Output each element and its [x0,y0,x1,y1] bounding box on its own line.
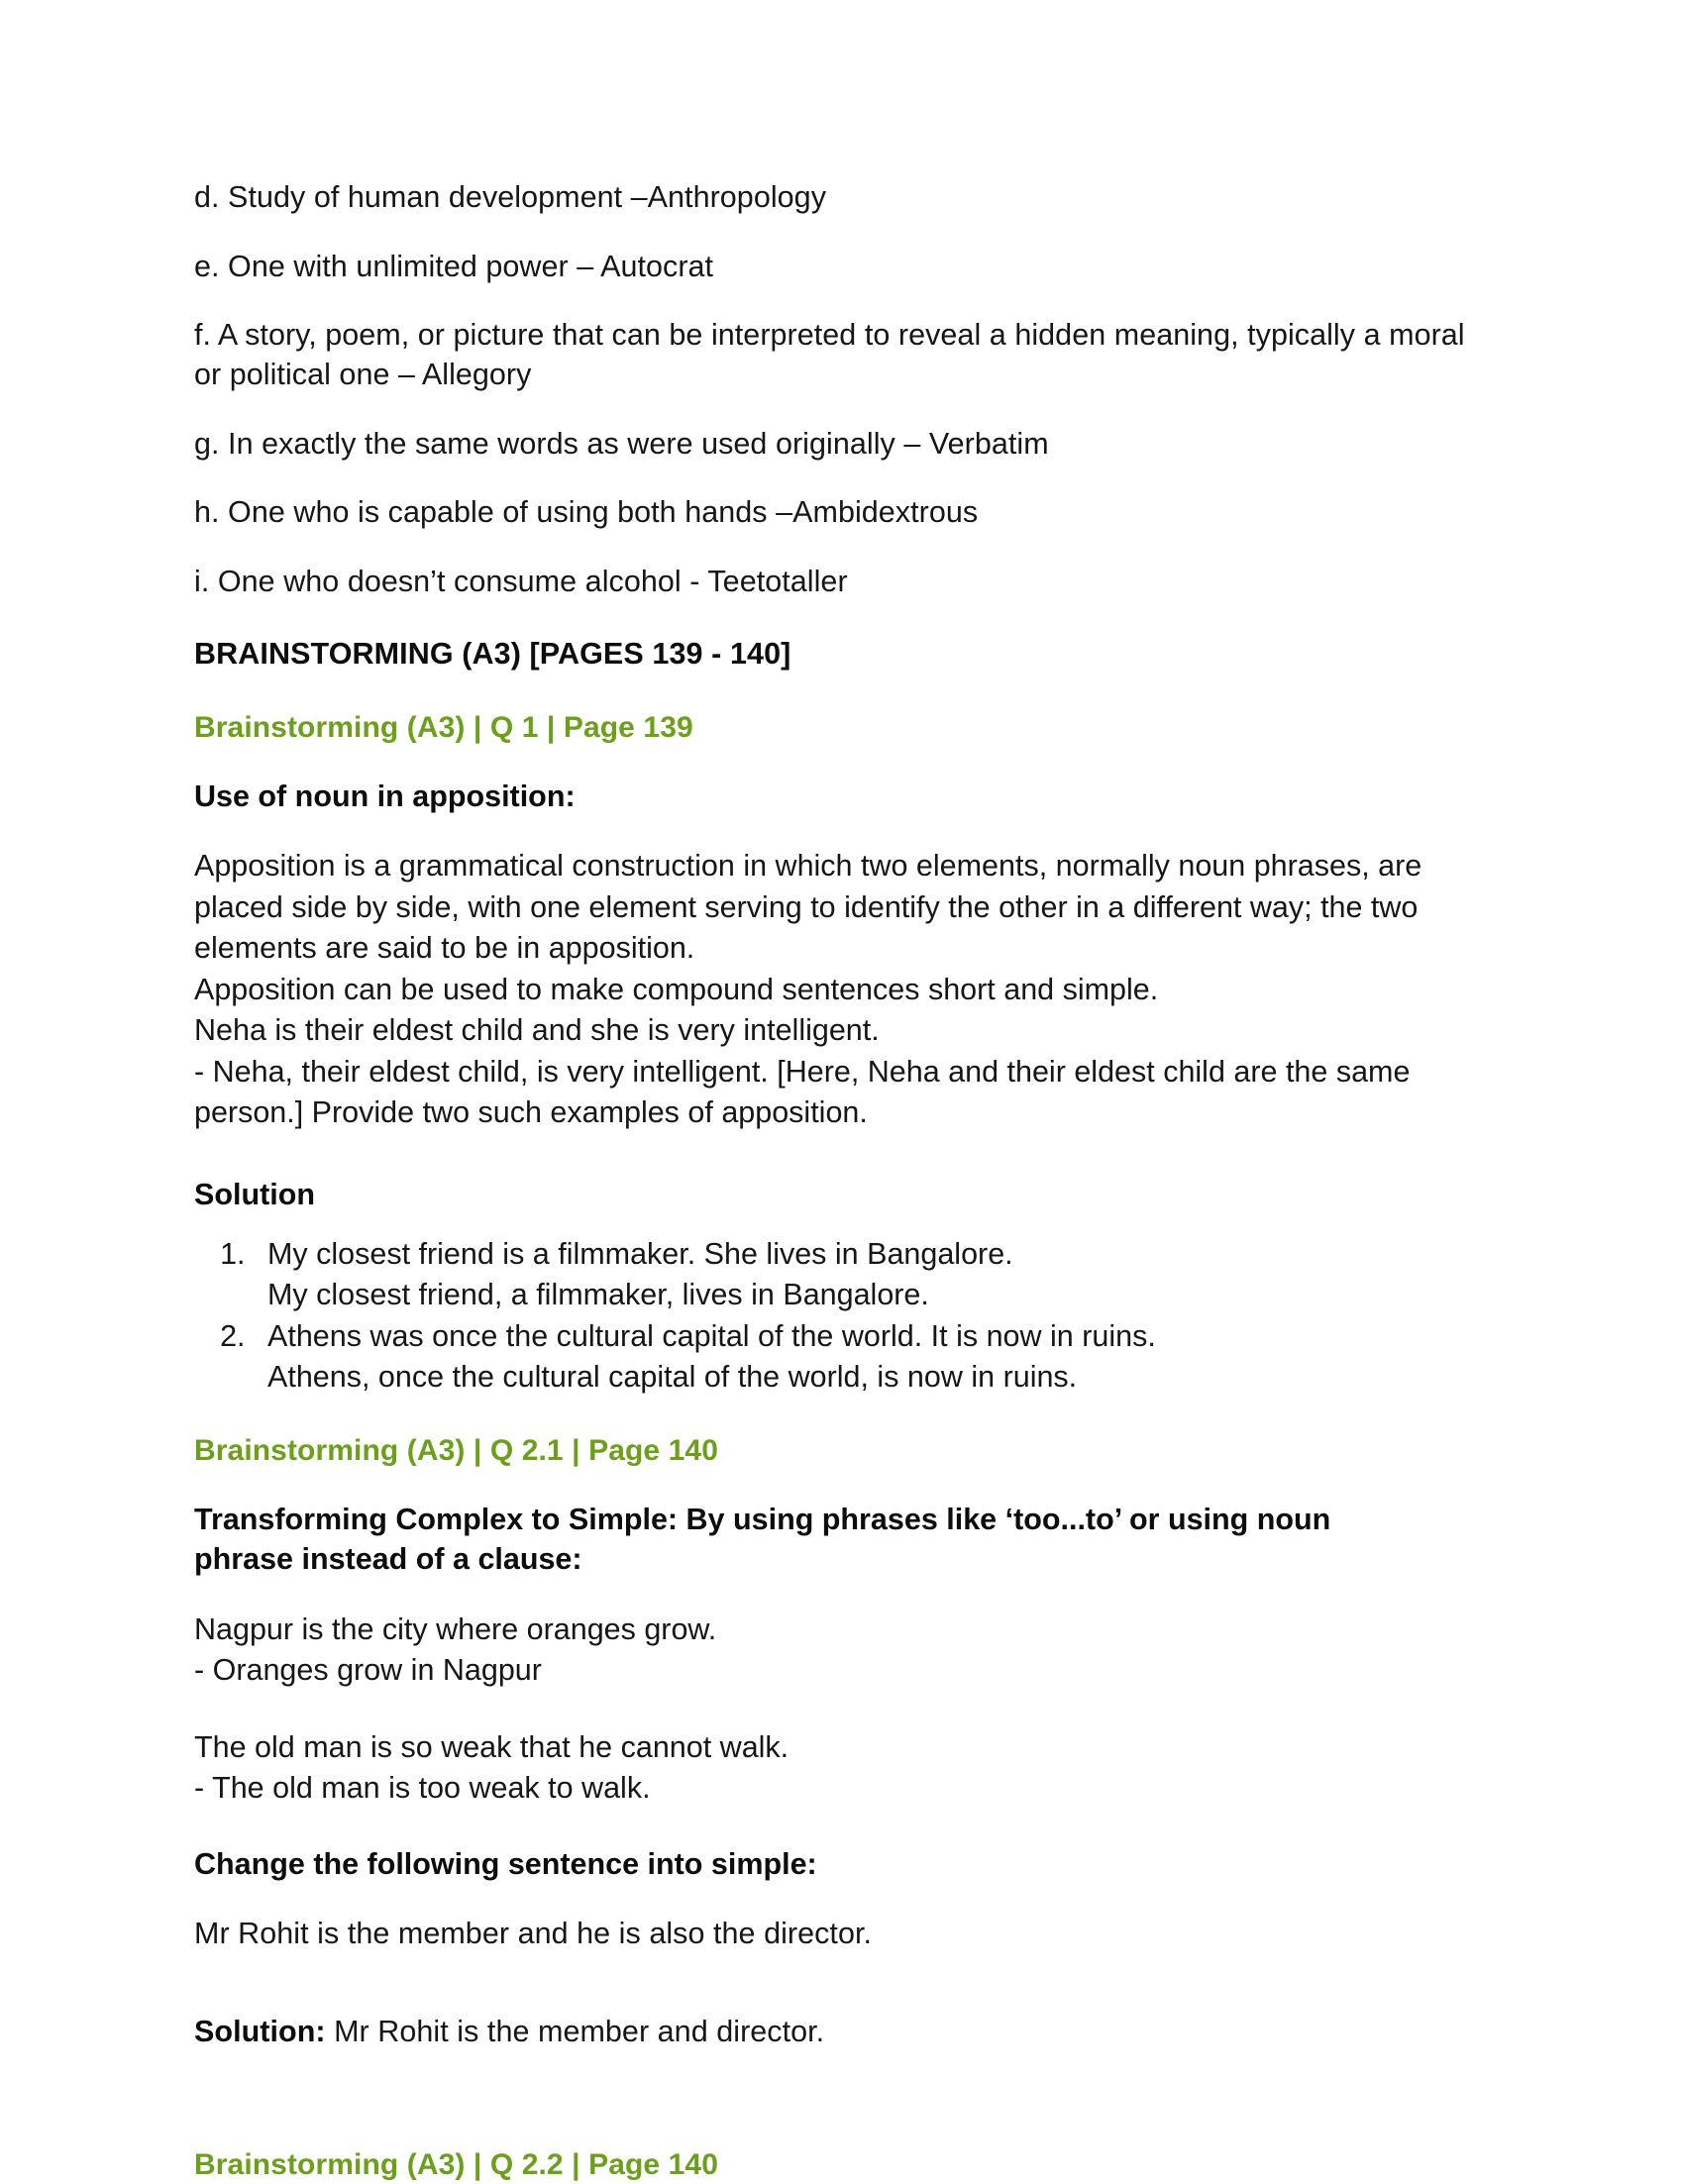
question-heading-q2-1[interactable]: Brainstorming (A3) | Q 2.1 | Page 140 [194,1434,718,1468]
vocab-item-d: d. Study of human development –Anthropology [194,180,826,214]
q1-body-line-3: Neha is their eldest child and she is very intelligent. [194,1013,880,1048]
q1-body-line-1: Apposition is a grammatical construction in which two elements, normally noun phrases, are placed side by side, with one element serving to identify the other in a different way; the two elements are said to be in apposition. [194,849,1430,966]
q2-1-example-2-original: The old man is so weak that he cannot walk. [194,1729,789,1764]
q2-1-task-sentence: Mr Rohit is the member and he is also the director. [194,1916,873,1950]
list-item [254,1234,1472,1315]
document-content [194,178,1472,2184]
q2-1-example-2 [194,1727,1472,1810]
subheading-noun-apposition: Use of noun in apposition: [194,780,576,814]
vocab-item-e: e. One with unlimited power – Autocrat [194,249,714,283]
q1-solution-2-original: 2. Athens was once the cultural capital of the world. It is now in ruins. [267,1319,1156,1354]
subheading-transforming-complex-to-simple: Transforming Complex to Simple: By using phrases like ‘too...to’ or using noun phrase instead of a clause: [194,1503,1331,1577]
q2-1-example-1-transformed: - Oranges grow in Nagpur [194,1653,542,1688]
q2-1-example-1 [194,1610,1472,1692]
section-heading: BRAINSTORMING (A3) [PAGES 139 - 140] [194,637,791,672]
q1-solution-list [194,1234,1472,1398]
list-item [254,1316,1472,1398]
vocab-item-f: f. A story, poem, or picture that can be interpreted to reveal a hidden meaning, typically a moral or political one – Allegory [194,318,1465,391]
q1-body [194,846,1472,1133]
vocab-item-i: i. One who doesn’t consume alcohol - Teetotaller [194,564,848,598]
spacer [194,2082,1472,2112]
q2-1-solution-line [194,2013,1472,2052]
q2-1-solution-label: Solution: [194,2015,326,2049]
q2-1-solution-text: Mr Rohit is the member and director. [325,2015,825,2049]
subheading-change-sentence-into-simple: Change the following sentence into simple: [194,1847,817,1882]
q2-1-example-1-original: Nagpur is the city where oranges grow. [194,1612,717,1646]
q2-1-example-2-transformed: - The old man is too weak to walk. [194,1771,651,1805]
spacer [194,1983,1472,2013]
question-heading-q2-2[interactable]: Brainstorming (A3) | Q 2.2 | Page 140 [194,2148,718,2181]
q1-body-line-2: Apposition can be used to make compound sentences short and simple. [194,972,1159,1006]
q1-solution-1-original: 1. My closest friend is a filmmaker. She lives in Bangalore. [267,1236,1013,1271]
question-heading-q1[interactable]: Brainstorming (A3) | Q 1 | Page 139 [194,711,693,745]
spacer [194,1830,1472,1844]
q1-body-line-4: - Neha, their eldest child, is very intelligent. [Here, Neha and their eldest child are the same person.] Provide two such examples of apposition. [194,1054,1419,1130]
q1-solution-label: Solution [194,1177,315,1211]
spacer [194,1714,1472,1727]
vocab-item-h: h. One who is capable of using both hands –Ambidextrous [194,495,979,530]
vocab-item-g: g. In exactly the same words as were used originally – Verbatim [194,426,1049,461]
q1-solution-2-transformed: Athens, once the cultural capital of the world, is now in ruins. [267,1360,1078,1395]
q1-solution-1-transformed: My closest friend, a filmmaker, lives in Bangalore. [267,1277,929,1311]
